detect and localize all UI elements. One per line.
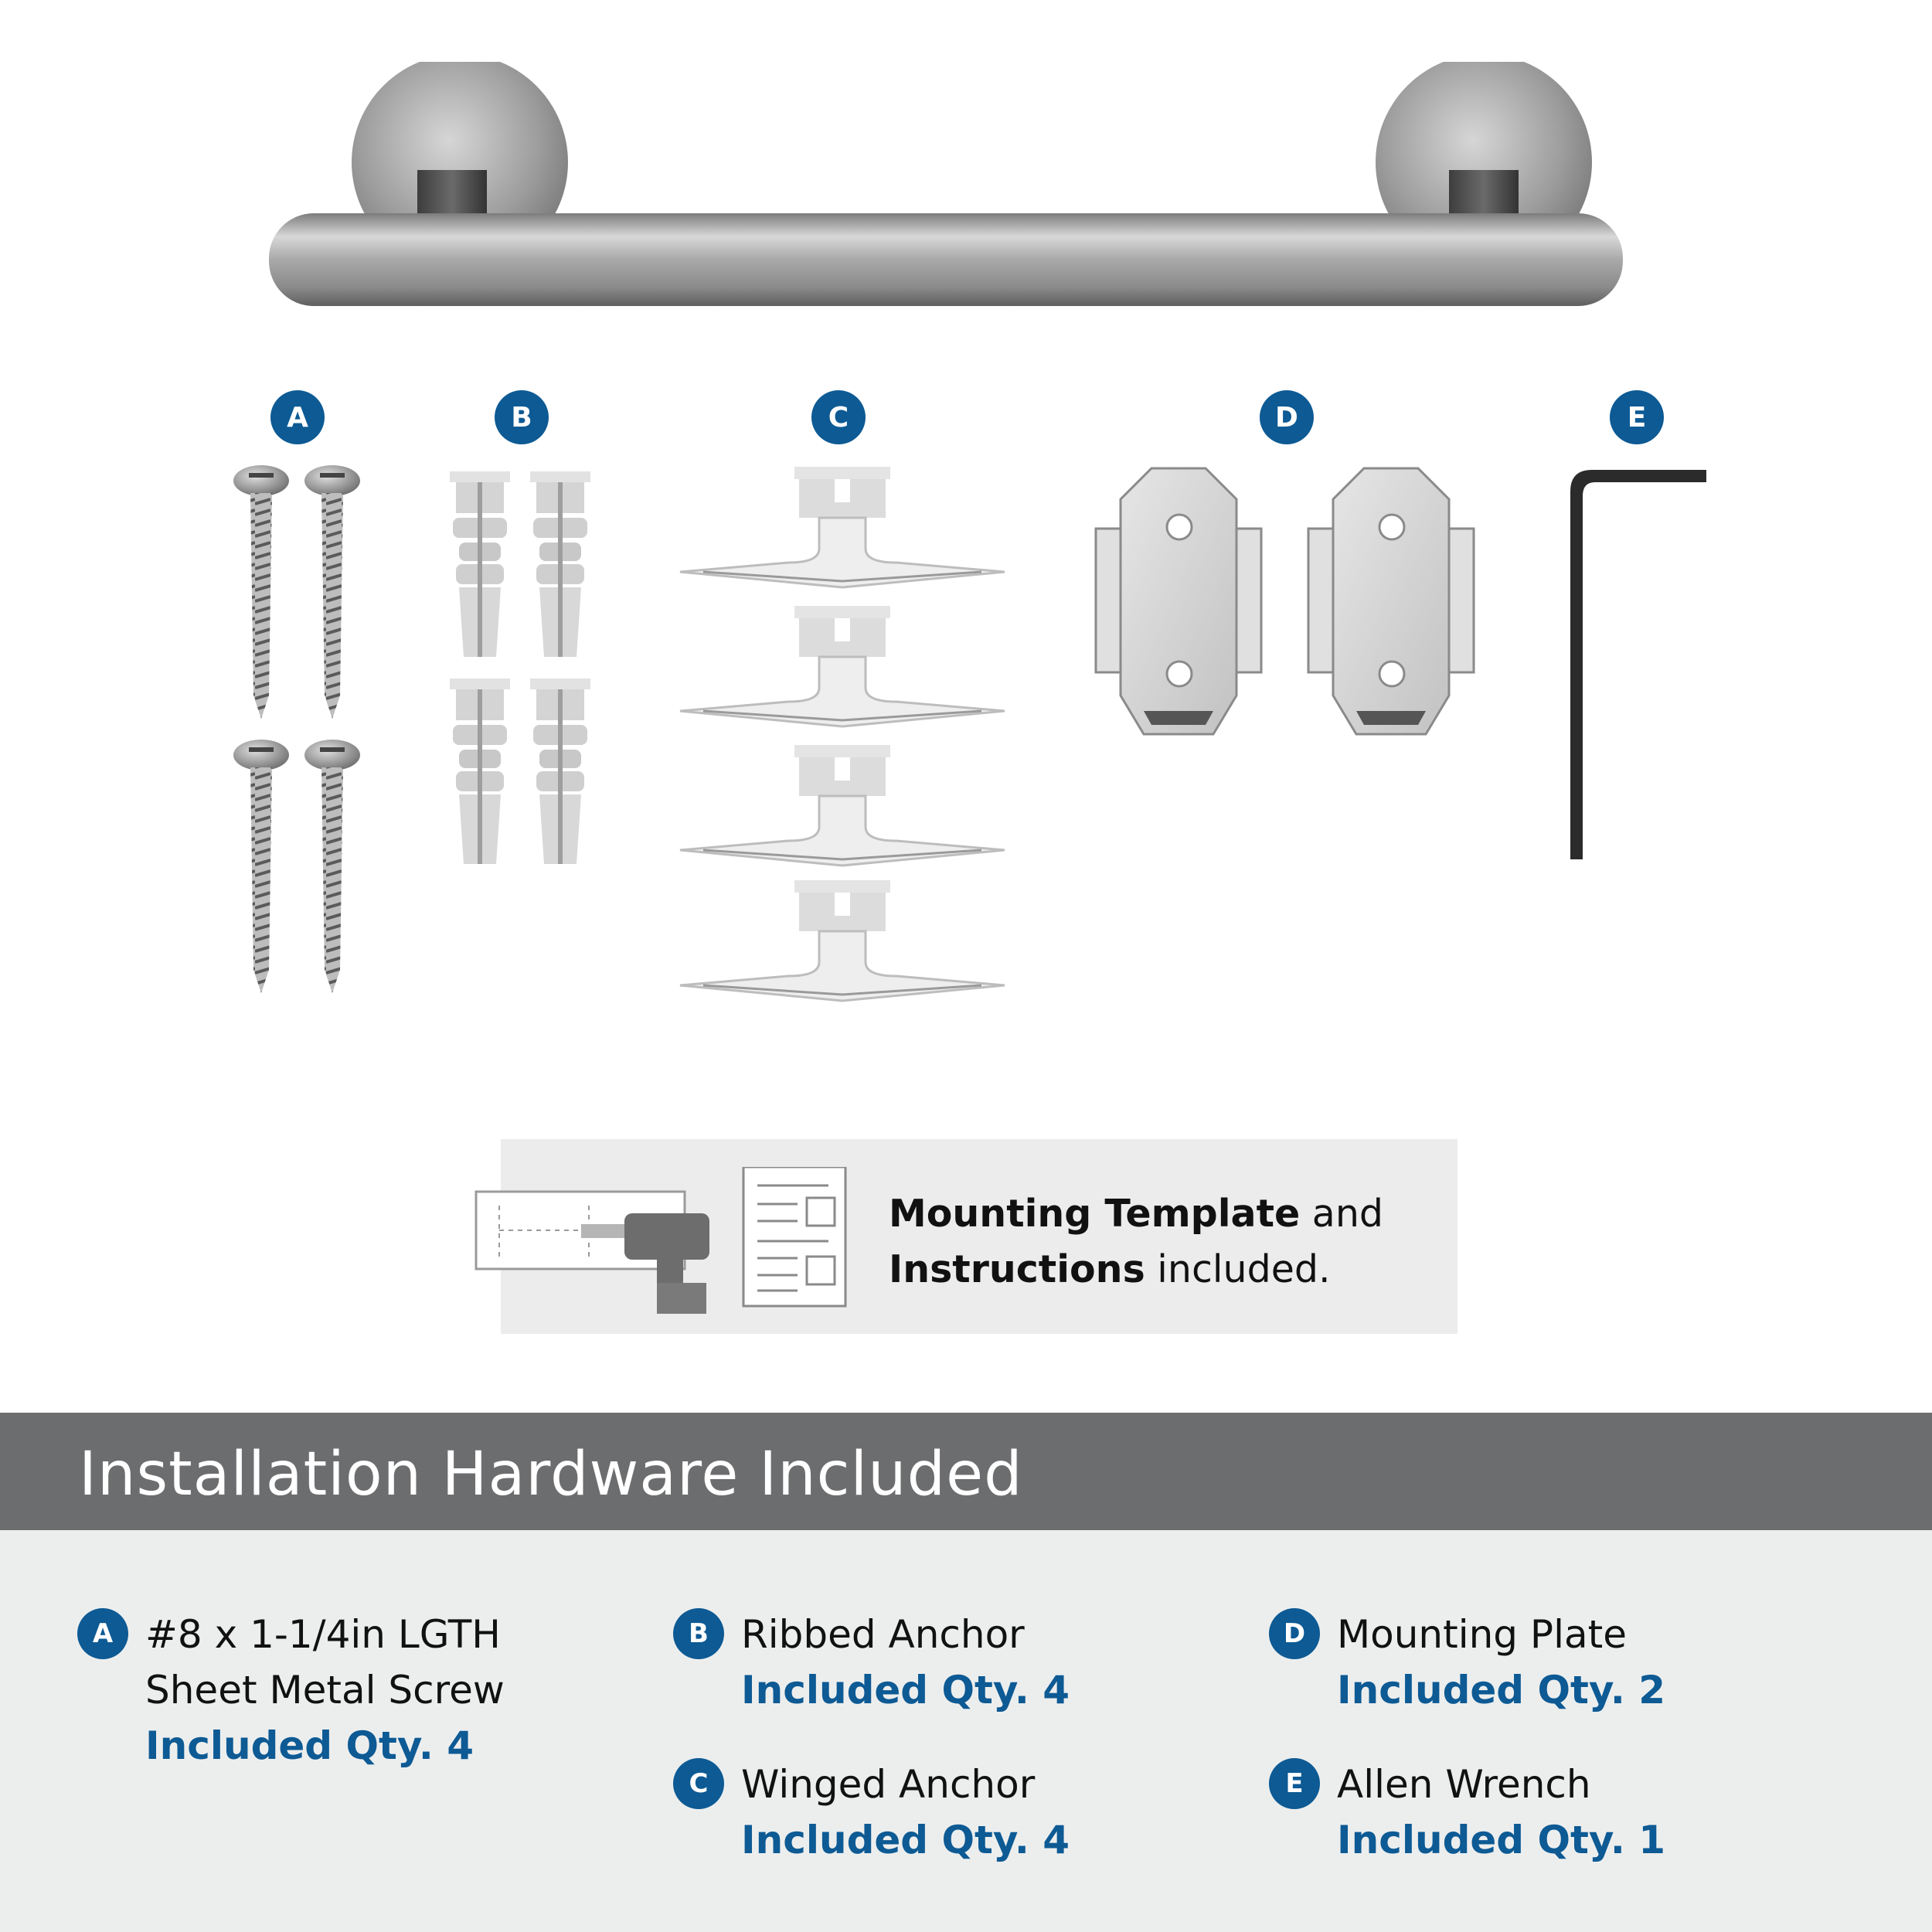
legend-line1-b: Ribbed Anchor (741, 1612, 1025, 1657)
legend-line1-d: Mounting Plate (1337, 1612, 1627, 1657)
legend-text-a (145, 1607, 686, 1774)
drill-template-icon (473, 1167, 875, 1314)
part-e-badge: E (1610, 390, 1664, 444)
legend-badge-e: E (1269, 1758, 1320, 1809)
winged-anchors-image (672, 464, 1012, 1005)
legend-line2-a: Sheet Metal Screw (145, 1668, 505, 1713)
banner-title: Installation Hardware Included (79, 1440, 1023, 1509)
legend-qty-c: Included Qty. 4 (741, 1818, 1070, 1862)
legend-qty-d: Included Qty. 2 (1337, 1668, 1666, 1713)
part-c-badge: C (811, 390, 866, 444)
template-note (889, 1186, 1445, 1298)
legend-text-b (741, 1607, 1282, 1718)
template-bold: Mounting Template (889, 1192, 1301, 1236)
legend-qty-e: Included Qty. 1 (1337, 1818, 1666, 1862)
grab-bar-image (232, 62, 1700, 340)
legend-badge-b: B (673, 1608, 724, 1659)
legend-text-d (1337, 1607, 1878, 1718)
legend-badge-d: D (1269, 1608, 1320, 1659)
instructions-plain: included. (1145, 1247, 1331, 1291)
legend-badge-a: A (77, 1608, 128, 1659)
legend-qty-b: Included Qty. 4 (741, 1668, 1070, 1713)
legend-line1-e: Allen Wrench (1337, 1762, 1591, 1807)
legend-text-e (1337, 1757, 1878, 1868)
template-plain: and (1300, 1192, 1383, 1236)
part-d-badge: D (1260, 390, 1314, 444)
legend-line1-c: Winged Anchor (741, 1762, 1036, 1807)
legend-text-c (741, 1757, 1282, 1868)
allen-wrench-image (1561, 456, 1731, 866)
part-b-badge: B (495, 390, 549, 444)
screws-image (224, 464, 379, 997)
mounting-plates-image (1090, 464, 1484, 742)
part-a-badge: A (270, 390, 325, 444)
legend-badge-c: C (673, 1758, 724, 1809)
legend-line1-a: #8 x 1-1/4in LGTH (145, 1612, 501, 1657)
legend-qty-a: Included Qty. 4 (145, 1723, 474, 1768)
ribbed-anchors-image (448, 471, 603, 873)
instructions-bold: Instructions (889, 1247, 1145, 1291)
